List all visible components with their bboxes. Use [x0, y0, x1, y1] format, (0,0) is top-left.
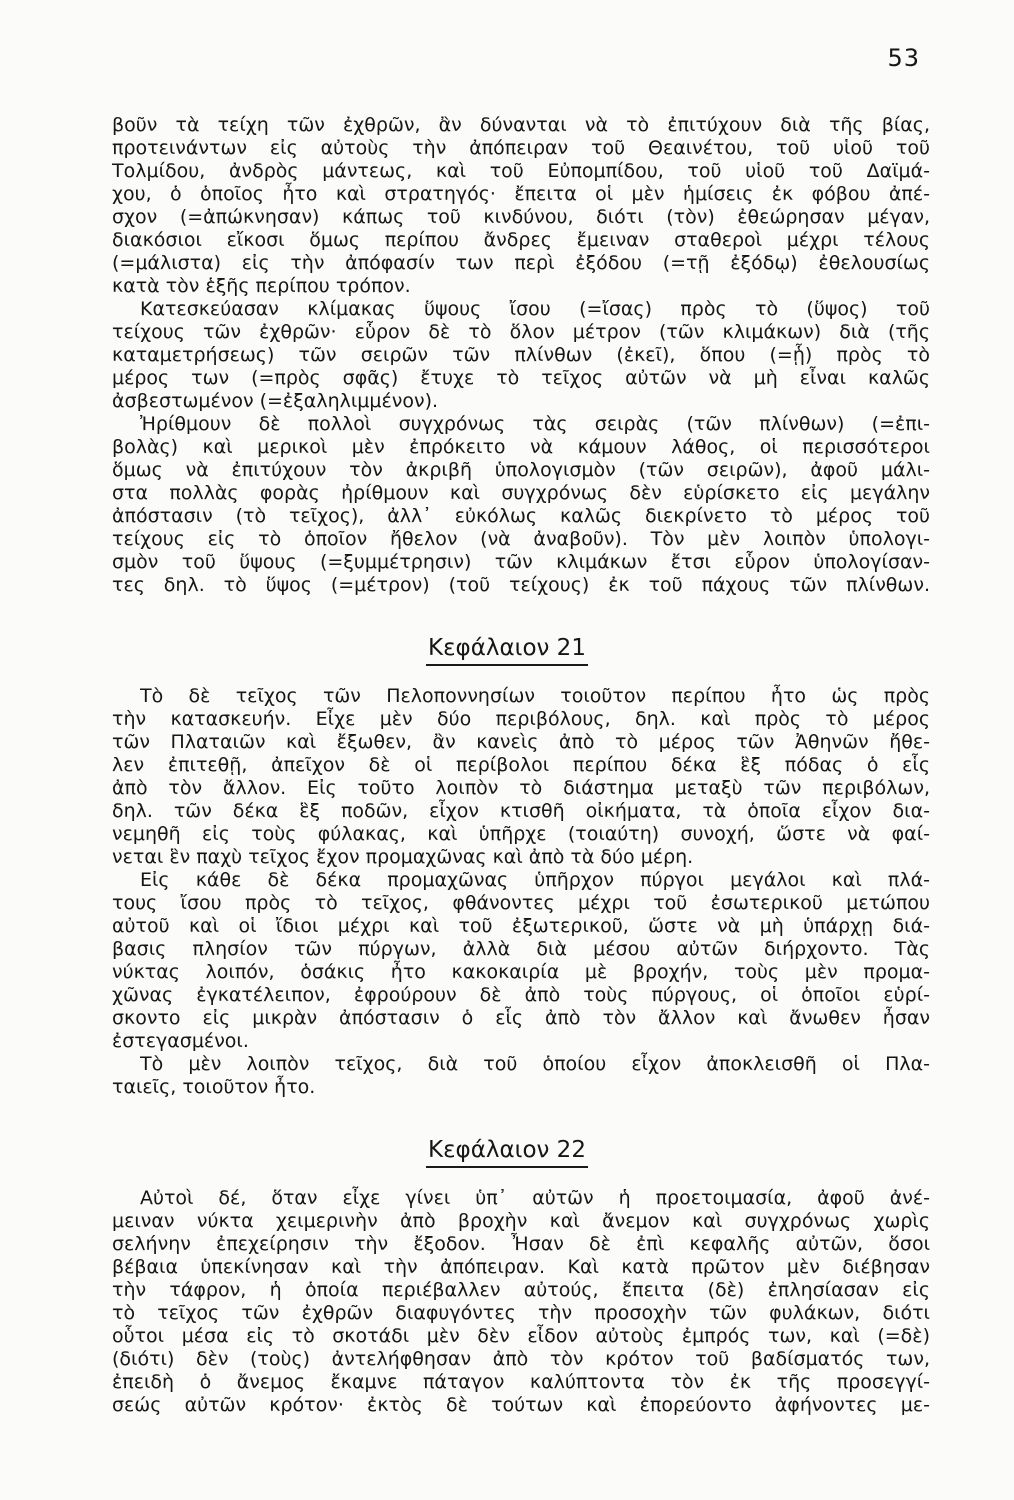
text-line: τους ἴσου πρὸς τὸ τεῖχος, φθάνοντες μέχρι τοῦ ἐσωτερικοῦ μετώπου: [112, 892, 930, 914]
text-line: σελήνην ἐπεχείρησιν τὴν ἔξοδον. Ἦσαν δὲ ἐπὶ κεφαλῆς αὐτῶν, ὅσοι: [112, 1233, 930, 1255]
text-line: Εἰς κάθε δὲ δέκα προμαχῶνας ὑπῆρχον πύργοι μεγάλοι καὶ πλά-: [140, 869, 930, 891]
text-line: βέβαια ὑπεκίνησαν καὶ τὴν ἀπόπειραν. Καὶ κατὰ πρῶτον μὲν διέβησαν: [112, 1256, 930, 1278]
text-line: (=μάλιστα) εἰς τὴν ἀπόφασίν των περὶ ἐξόδου (=τῇ ἐξόδῳ) ἐθελουσίως: [112, 252, 930, 274]
text-line: ἐπειδὴ ὁ ἄνεμος ἔκαμνε πάταγον καλύπτοντα τὸν ἐκ τῆς προσεγγί-: [112, 1371, 930, 1393]
text-line: λεν ἐπιτεθῇ, ἀπεῖχον δὲ οἱ περίβολοι περίπου δέκα ἓξ πόδας ὁ εἷς: [112, 754, 930, 776]
text-line: τὴν τάφρον, ἡ ὁποία περιέβαλλεν αὐτούς, ἔπειτα (δὲ) ἐπλησίασαν εἰς: [112, 1279, 930, 1301]
text-line: νεμηθῆ εἰς τοὺς φύλακας, καὶ ὑπῆρχε (τοιαύτη) συνοχή, ὥστε νὰ φαί-: [112, 823, 930, 845]
text-line: ἐστεγασμένοι.: [112, 1030, 249, 1052]
page-number: 53: [887, 44, 920, 72]
text-line: σεώς αὐτῶν κρότον· ἐκτὸς δὲ τούτων καὶ ἐπορεύοντο ἀφήνοντες με-: [112, 1394, 930, 1416]
text-line: βολὰς) καὶ μερικοὶ μὲν ἐπρόκειτο νὰ κάμουν λάθος, οἱ περισσότεροι: [112, 436, 930, 458]
text-line: κατὰ τὸν ἑξῆς περίπου τρόπον.: [112, 275, 411, 297]
text-line: ἀπὸ τὸν ἄλλον. Εἰς τοῦτο λοιπὸν τὸ διάστημα μεταξὺ τῶν περιβόλων,: [112, 777, 930, 799]
text-line: τῶν Πλαταιῶν καὶ ἔξωθεν, ἂν κανεὶς ἀπὸ τὸ μέρος τῶν Ἀθηνῶν ἤθε-: [112, 731, 930, 753]
text-line: τείχους τῶν ἐχθρῶν· εὗρον δὲ τὸ ὅλον μέτρον (τῶν κλιμάκων) διὰ (τῆς: [112, 321, 930, 343]
text-line: μειναν νύκτα χειμερινὴν ἀπὸ βροχὴν καὶ ἄνεμον καὶ συγχρόνως χωρὶς: [112, 1210, 930, 1232]
text-line: (διότι) δὲν (τοὺς) ἀντελήφθησαν ἀπὸ τὸν κρότον τοῦ βαδίσματός των,: [112, 1348, 930, 1370]
text-line: στα πολλὰς φορὰς ἠρίθμουν καὶ συγχρόνως δὲν εὑρίσκετο εἰς μεγάλην: [112, 482, 930, 504]
text-line: Τὸ μὲν λοιπὸν τεῖχος, διὰ τοῦ ὁποίου εἶχον ἀποκλεισθῆ οἱ Πλα-: [140, 1053, 930, 1075]
chapter-21-heading: Κεφάλαιον 21: [426, 633, 588, 666]
text-line: χῶνας ἐγκατέλειπον, ἐφρούρουν δὲ ἀπὸ τοὺς πύργους, οἱ ὁποῖοι εὑρί-: [112, 984, 930, 1006]
chapter-heading-wrap: [0, 633, 1014, 666]
text-line: τες δηλ. τὸ ὕψος (=μέτρον) (τοῦ τείχους) ἐκ τοῦ πάχους τῶν πλίνθων.: [112, 574, 930, 596]
text-line: σκοντο εἰς μικρὰν ἀπόστασιν ὁ εἷς ἀπὸ τὸν ἄλλον καὶ ἄνωθεν ἦσαν: [112, 1007, 930, 1029]
text-line: ταιεῖς, τοιοῦτον ἦτο.: [112, 1076, 316, 1098]
text-line: χου, ὁ ὁποῖος ἦτο καὶ στρατηγός· ἔπειτα οἱ μὲν ἡμίσεις ἐκ φόβου ἀπέ-: [112, 183, 930, 205]
text-line: δηλ. τῶν δέκα ἓξ ποδῶν, εἶχον κτισθῆ οἰκήματα, τὰ ὁποῖα εἶχον δια-: [112, 800, 930, 822]
text-line: αὐτοῦ καὶ οἱ ἴδιοι μέχρι καὶ τοῦ ἐξωτερικοῦ, ὥστε νὰ μὴ ὑπάρχῃ διά-: [112, 915, 930, 937]
text-line: ἀπόστασιν (τὸ τεῖχος), ἀλλ᾽ εὐκόλως καλῶς διεκρίνετο τὸ μέρος τοῦ: [112, 505, 930, 527]
text-line: προτεινάντων εἰς αὐτοὺς τὴν ἀπόπειραν τοῦ Θεαινέτου, τοῦ υἱοῦ τοῦ: [112, 137, 930, 159]
text-line: ὅμως νὰ ἐπιτύχουν τὸν ἀκριβῆ ὑπολογισμὸν (τῶν σειρῶν), ἀφοῦ μάλι-: [112, 459, 930, 481]
text-line: βασις πλησίον τῶν πύργων, ἀλλὰ διὰ μέσου αὐτῶν διήρχοντο. Τὰς: [112, 938, 930, 960]
text-line: Αὐτοὶ δέ, ὅταν εἶχε γίνει ὑπ᾽ αὐτῶν ἡ προετοιμασία, ἀφοῦ ἀνέ-: [140, 1187, 930, 1209]
chapter-heading-wrap: [0, 1135, 1014, 1168]
text-line: μέρος των (=πρὸς σφᾶς) ἔτυχε τὸ τεῖχος αὐτῶν νὰ μὴ εἶναι καλῶς: [112, 367, 930, 389]
text-line: ἀσβεστωμένον (=ἐξαληλιμμένον).: [112, 390, 439, 412]
text-line: Κατεσκεύασαν κλίμακας ὕψους ἴσου (=ἴσας) πρὸς τὸ (ὕψος) τοῦ: [140, 298, 930, 320]
text-line: τὸ τεῖχος τῶν ἐχθρῶν διαφυγόντες τὴν προσοχὴν τῶν φυλάκων, διότι: [112, 1302, 930, 1324]
text-line: τὴν κατασκευήν. Εἶχε μὲν δύο περιβόλους, δηλ. καὶ πρὸς τὸ μέρος: [112, 708, 930, 730]
text-line: βοῦν τὰ τείχη τῶν ἐχθρῶν, ἂν δύνανται νὰ τὸ ἐπιτύχουν διὰ τῆς βίας,: [112, 114, 930, 136]
text-line: σχον (=ἀπώκνησαν) κάπως τοῦ κινδύνου, διότι (τὸν) ἐθεώρησαν μέγαν,: [112, 206, 930, 228]
text-line: Τὸ δὲ τεῖχος τῶν Πελοποννησίων τοιοῦτον περίπου ἦτο ὡς πρὸς: [140, 685, 930, 707]
text-line: καταμετρήσεως) τῶν σειρῶν τῶν πλίνθων (ἐκεῖ), ὅπου (=ᾗ) πρὸς τὸ: [112, 344, 930, 366]
text-line: τείχους εἰς τὸ ὁποῖον ἤθελον (νὰ ἀναβοῦν). Τὸν μὲν λοιπὸν ὑπολογι-: [112, 528, 930, 550]
text-line: Ἠρίθμουν δὲ πολλοὶ συγχρόνως τὰς σειρὰς (τῶν πλίνθων) (=ἐπι-: [140, 413, 930, 435]
chapter-22-heading: Κεφάλαιον 22: [426, 1135, 588, 1168]
text-line: σμὸν τοῦ ὕψους (=ξυμμέτρησιν) τῶν κλιμάκων ἔτσι εὗρον ὑπολογίσαν-: [112, 551, 930, 573]
text-line: νύκτας λοιπόν, ὁσάκις ἦτο κακοκαιρία μὲ βροχήν, τοὺς μὲν προμα-: [112, 961, 930, 983]
text-line: νεται ἓν παχὺ τεῖχος ἔχον προμαχῶνας καὶ ἀπὸ τὰ δύο μέρη.: [112, 846, 694, 868]
text-line: Τολμίδου, ἀνδρὸς μάντεως, καὶ τοῦ Εὐπομπίδου, τοῦ υἱοῦ τοῦ Δαϊμά-: [112, 160, 930, 182]
text-line: οὗτοι μέσα εἰς τὸ σκοτάδι μὲν δὲν εἶδον αὐτοὺς ἐμπρός των, καὶ (=δὲ): [112, 1325, 930, 1347]
text-line: διακόσιοι εἴκοσι ὅμως περίπου ἄνδρες ἔμειναν σταθεροὶ μέχρι τέλους: [112, 229, 930, 251]
